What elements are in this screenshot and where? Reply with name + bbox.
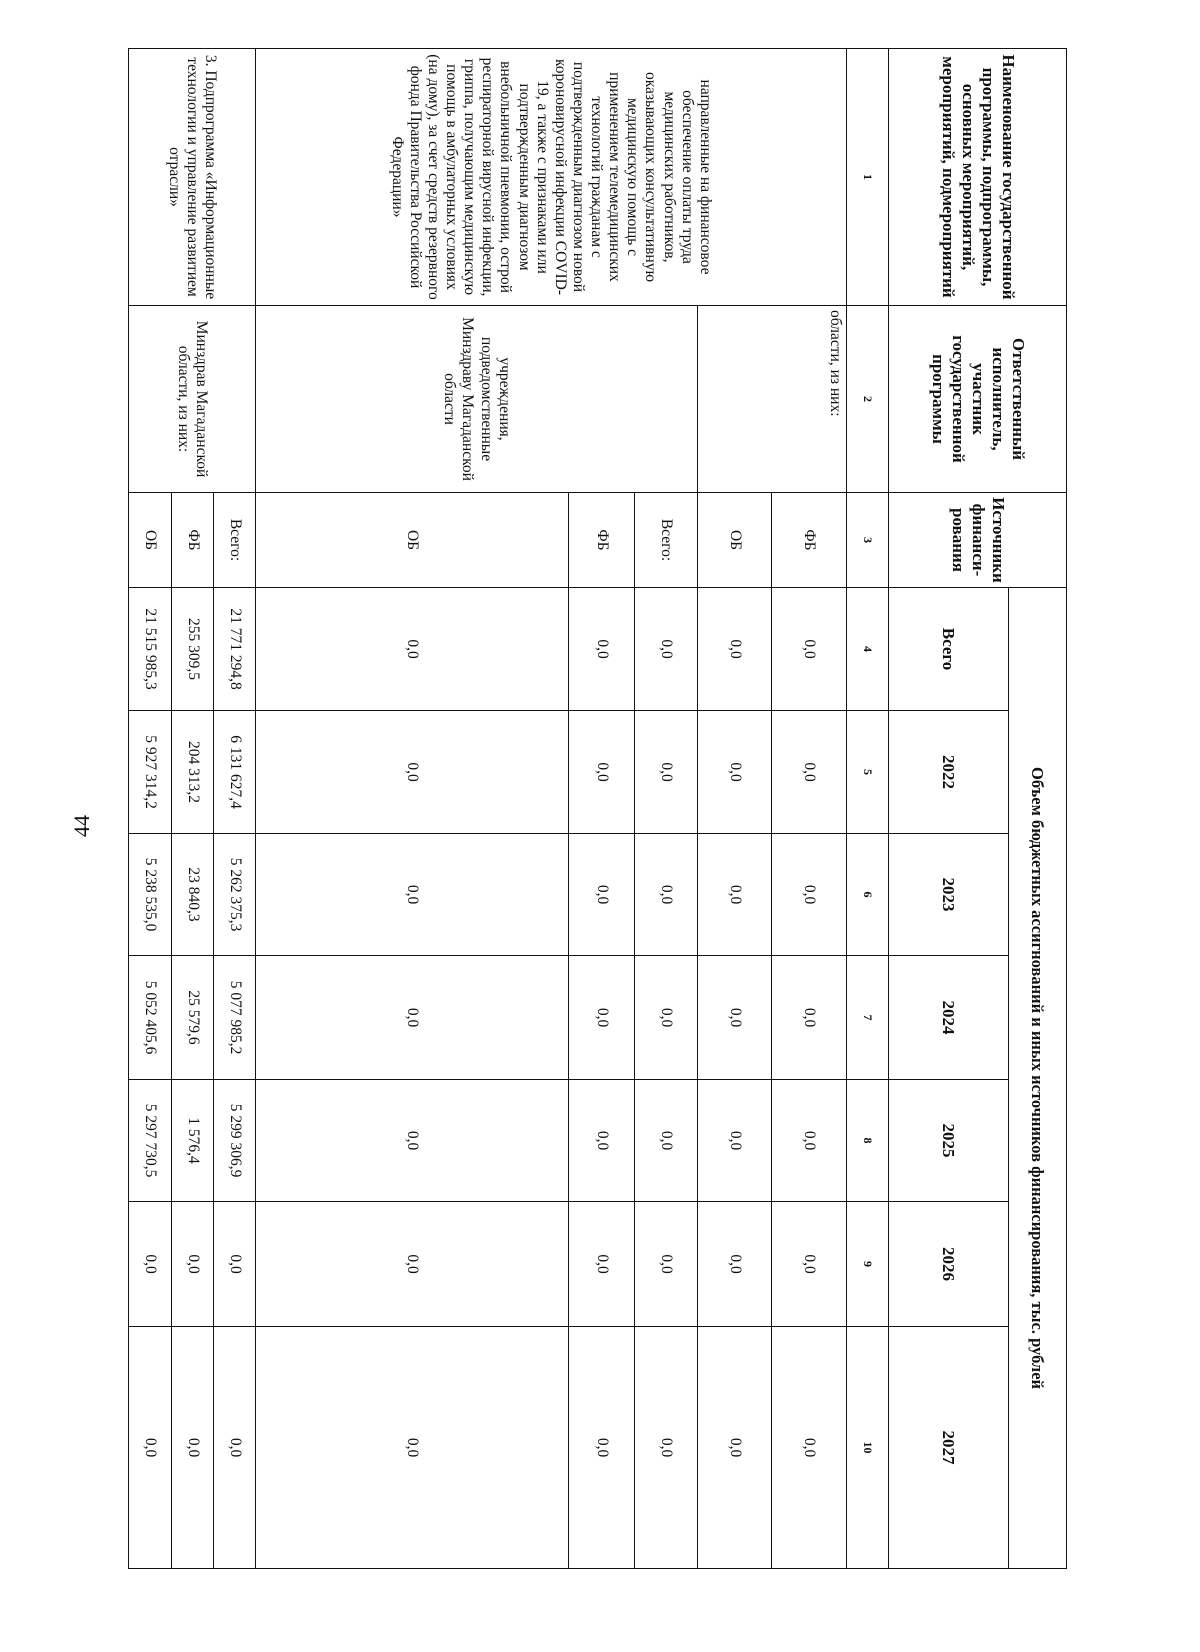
value-cell: 5 052 405,6 [129,956,172,1080]
value-cell: 0,0 [772,711,846,834]
source-cell: Всего: [635,493,698,588]
header-volume: Объем бюджетных ассигнований и иных источников финансирования, тыс. рублей [1008,588,1066,1569]
value-cell: 0,0 [772,588,846,711]
value-cell: 0,0 [635,1327,698,1569]
value-cell: 0,0 [698,1202,772,1327]
page-number: 44 [69,815,94,837]
value-cell: 204 313,2 [171,711,214,834]
value-cell: 0,0 [129,1327,172,1569]
column-number: 4 [846,588,889,711]
value-cell: 0,0 [255,1080,569,1202]
value-cell: 0,0 [772,956,846,1080]
value-cell: 0,0 [698,588,772,711]
header-year-2027: 2027 [889,1327,1008,1569]
header-year-2025: 2025 [889,1080,1008,1202]
column-number: 3 [846,493,889,588]
value-cell: 1 576,4 [171,1080,214,1202]
header-responsible: Ответственный исполнитель, участник государственной программы [889,306,1067,493]
value-cell: 0,0 [569,1202,635,1327]
header-year-2024: 2024 [889,956,1008,1080]
measure-name-cell: направленные на финансовое обеспечение оплаты труда медицинских работников, оказывающих консультативную медицинскую помощь с применением телемедицинских технологий гражданам с подтвержденным диагнозом новой короновирусной инфекции COVID-19, а также с признаками или подтвержденным диагнозом внебольничной пневмонии, острой респираторной вирусной инфекции, гриппа, получающим медицинскую помощь в амбулаторных условиях (на дому), за счет средств резервного фонда Правительства Российской Федерации» [255,49,846,306]
value-cell: 0,0 [129,1202,172,1327]
source-cell: ОБ [255,493,569,588]
value-cell: 25 579,6 [171,956,214,1080]
header-name: Наименование государственной программы, подпрограммы, основных мероприятий, мероприятий, подмероприятий [889,49,1067,306]
value-cell: 0,0 [255,588,569,711]
value-cell: 0,0 [569,711,635,834]
value-cell: 0,0 [569,956,635,1080]
table-row [214,49,255,1569]
value-cell: 0,0 [698,956,772,1080]
value-cell: 0,0 [772,1327,846,1569]
value-cell: 0,0 [698,834,772,956]
header-year-total: Всего [889,588,1008,711]
column-number: 5 [846,711,889,834]
column-number: 8 [846,1080,889,1202]
value-cell: 0,0 [569,1080,635,1202]
column-number: 1 [846,49,889,306]
value-cell: 0,0 [255,1327,569,1569]
column-number-row [846,49,889,1569]
table-row [772,49,846,1569]
header-year-2023: 2023 [889,834,1008,956]
value-cell: 6 131 627,4 [214,711,255,834]
value-cell: 0,0 [635,956,698,1080]
value-cell: 0,0 [569,588,635,711]
measure-name-cell: 3. Подпрограмма «Информационные технологии и управление развитием отрасли» [129,49,256,306]
value-cell: 0,0 [171,1202,214,1327]
responsible-cell: учреждения, подведомственные Минздраву Магаданской области [255,306,697,493]
value-cell: 21 771 294,8 [214,588,255,711]
value-cell: 5 927 314,2 [129,711,172,834]
value-cell: 0,0 [569,834,635,956]
value-cell: 0,0 [255,1202,569,1327]
column-number: 10 [846,1327,889,1569]
source-cell: ФБ [171,493,214,588]
value-cell: 5 077 985,2 [214,956,255,1080]
value-cell: 5 262 375,3 [214,834,255,956]
value-cell: 0,0 [255,956,569,1080]
value-cell: 0,0 [635,588,698,711]
value-cell: 5 238 535,0 [129,834,172,956]
value-cell: 0,0 [698,711,772,834]
column-number: 7 [846,956,889,1080]
value-cell: 0,0 [569,1327,635,1569]
rotated-page [128,48,1067,1568]
column-number: 2 [846,306,889,493]
value-cell: 0,0 [772,834,846,956]
header-year-2026: 2026 [889,1202,1008,1327]
value-cell: 255 309,5 [171,588,214,711]
value-cell: 0,0 [772,1202,846,1327]
column-number: 9 [846,1202,889,1327]
value-cell: 0,0 [635,834,698,956]
budget-table [128,48,1067,1569]
value-cell: 23 840,3 [171,834,214,956]
value-cell: 21 515 985,3 [129,588,172,711]
source-cell: ФБ [772,493,846,588]
value-cell: 0,0 [214,1202,255,1327]
source-cell: ОБ [129,493,172,588]
source-cell: ОБ [698,493,772,588]
value-cell: 5 297 730,5 [129,1080,172,1202]
value-cell: 0,0 [214,1327,255,1569]
value-cell: 0,0 [635,1080,698,1202]
source-cell: Всего: [214,493,255,588]
responsible-cell: Минздрав Магаданской области, из них: [129,306,256,493]
header-year-2022: 2022 [889,711,1008,834]
header-sources: Источники финанси-рования [889,493,1067,588]
value-cell: 0,0 [698,1327,772,1569]
column-number: 6 [846,834,889,956]
value-cell: 0,0 [635,1202,698,1327]
value-cell: 0,0 [635,711,698,834]
value-cell: 5 299 306,9 [214,1080,255,1202]
responsible-cell: области, из них: [698,306,847,493]
value-cell: 0,0 [171,1327,214,1569]
value-cell: 0,0 [255,711,569,834]
value-cell: 0,0 [698,1080,772,1202]
value-cell: 0,0 [255,834,569,956]
source-cell: ФБ [569,493,635,588]
value-cell: 0,0 [772,1080,846,1202]
